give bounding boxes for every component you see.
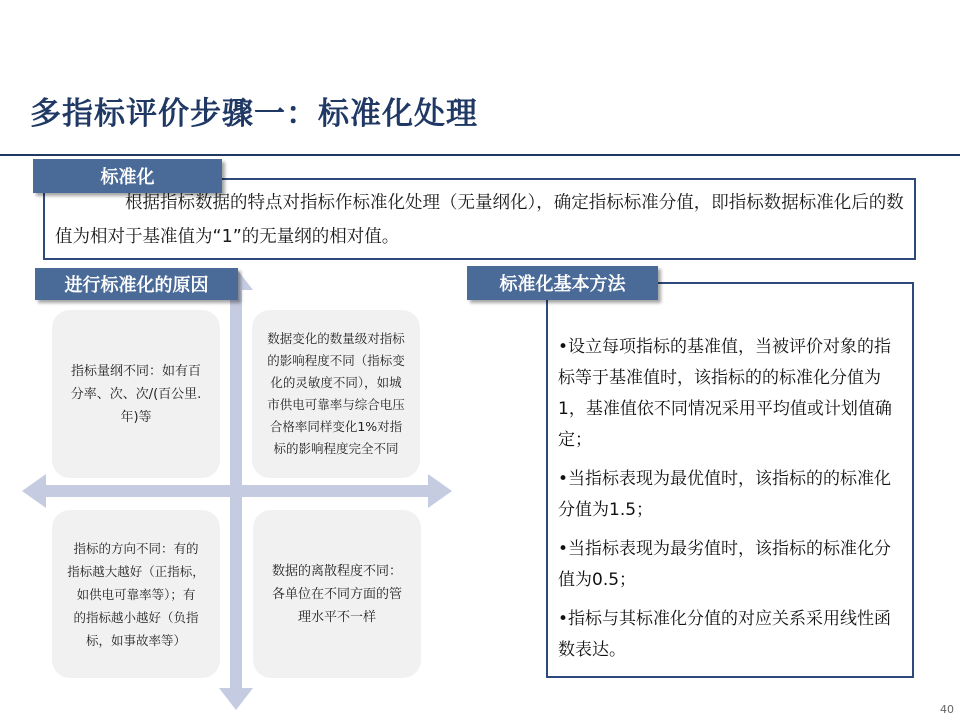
methods-list [558, 332, 900, 674]
reason-line: 理水平不一样 [297, 609, 376, 625]
methods-box [546, 282, 914, 678]
reason-card-dispersion [253, 510, 421, 678]
reason-line: 合格率同样变化1%对指 [269, 419, 403, 434]
methods-tab: 标准化基本方法 [467, 266, 658, 300]
reason-line: 数据的离散程度不同： [271, 563, 402, 579]
reason-line: 数据变化的数量级对指标 [267, 331, 405, 346]
arrow-left-icon [22, 474, 46, 508]
method-item: •设立每项指标的基准值，当被评价对象的指标等于基准值时，该指标的的标准化分值为1，基准值依不同情况采用平均值或计划值确定； [558, 337, 892, 450]
reason-line: 指标越大越好（正指标， [67, 563, 205, 579]
reason-line: 化的灵敏度不同），如城 [270, 375, 402, 390]
reason-line: 标，如事故率等） [85, 632, 186, 648]
reasons-tab: 进行标准化的原因 [35, 268, 238, 300]
reason-card-unit [52, 310, 220, 478]
method-item: •指标与其标准化分值的对应关系采用线性函数表达。 [558, 609, 892, 660]
reason-line: 如供电可靠率等）；有 [76, 586, 196, 602]
reason-line: 的影响程度不同（指标变 [267, 353, 405, 368]
reason-line: 市供电可靠率与综合电压 [267, 397, 405, 412]
reason-line: 指标的方向不同：有的 [73, 540, 199, 556]
reason-line: 各单位在不同方面的管 [271, 586, 402, 602]
reason-line: 年)等 [120, 409, 152, 425]
reason-card-direction [52, 510, 220, 678]
horizontal-axis [44, 485, 430, 497]
reason-line: 指标量纲不同：如有百 [70, 363, 201, 379]
arrow-right-icon [428, 474, 452, 508]
method-item: •当指标表现为最劣值时，该指标的标准化分值为0.5； [558, 539, 892, 590]
reason-line: 标的影响程度完全不同 [273, 441, 399, 456]
arrow-down-icon [219, 688, 253, 710]
title-divider [0, 154, 960, 156]
page-number: 40 [940, 703, 954, 716]
definition-text: 根据指标数据的特点对指标作标准化处理（无量纲化），确定指标标准分值，即指标数据标准化后的数值为相对于基准值为“1”的无量纲的相对值。 [55, 193, 904, 247]
reason-line: 的指标越小越好（负指 [73, 609, 199, 625]
reason-card-magnitude [252, 310, 420, 478]
reason-line: 分率、次、次/(百公里. [70, 386, 202, 402]
method-item: •当指标表现为最优值时，该指标的的标准化分值为1.5； [558, 469, 892, 520]
page-title: 多指标评价步骤一：标准化处理 [30, 96, 478, 132]
definition-tab: 标准化 [33, 159, 222, 193]
